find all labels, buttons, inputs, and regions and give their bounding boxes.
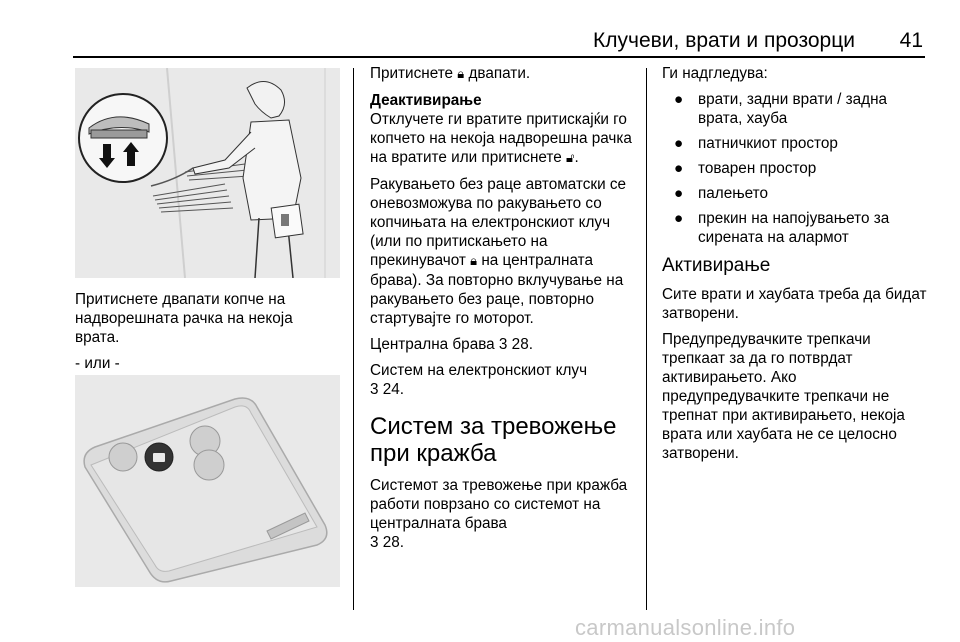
page-reference-arrow-icon: 3 bbox=[370, 381, 379, 398]
column-2 bbox=[370, 64, 636, 559]
lock-button-icon: 🔒︎ bbox=[470, 254, 478, 269]
paragraph-deactivate: Отклучете ги вратите притискајќи го копчето на некоја надворешна рачка на вратите или притиснете 🔓︎. bbox=[370, 111, 632, 166]
bullet-icon: ● bbox=[674, 160, 684, 177]
unlock-button-icon: 🔓︎ bbox=[566, 151, 575, 166]
page-number: 41 bbox=[899, 29, 923, 52]
reference-electronic-key[interactable]: Систем на електронскиот клуч 3 24. bbox=[370, 362, 588, 398]
paragraph-press-twice: Притиснете 🔒︎ двапати. bbox=[370, 65, 531, 82]
paragraph-hazard-flashers: Предупредувачките трепкачи трепкаат за да го потврдат активирањето. Ако предупредувачките трепкачи не трепнат при активирањето, некоја врата или хаубата не се целосно затворени. bbox=[662, 331, 905, 462]
monitored-list bbox=[662, 90, 928, 247]
list-item: ● патничкиот простор bbox=[674, 135, 838, 152]
list-item: ● прекин на напојувањето за сирената на алармот bbox=[674, 210, 890, 246]
chapter-title: Клучеви, врати и прозорци bbox=[593, 29, 855, 52]
section-title: Систем за тревожење при кражба bbox=[370, 413, 617, 467]
key-card-drawing bbox=[75, 375, 340, 587]
bullet-icon: ● bbox=[674, 135, 684, 152]
bullet-icon: ● bbox=[674, 185, 684, 202]
deactivate-heading: Деактивирање bbox=[370, 92, 482, 109]
list-item: ● палењето bbox=[674, 185, 768, 202]
column-divider bbox=[646, 68, 647, 610]
list-item: ● товарен простор bbox=[674, 160, 817, 177]
door-handle-illustration bbox=[75, 68, 340, 278]
column-1 bbox=[75, 290, 341, 380]
monitored-intro: Ги надгледува: bbox=[662, 65, 768, 82]
column-3 bbox=[662, 64, 928, 470]
lock-button-icon: 🔒︎ bbox=[457, 67, 465, 82]
bullet-icon: ● bbox=[674, 91, 684, 108]
paragraph-doors-closed: Сите врати и хаубата треба да бидат затворени. bbox=[662, 286, 927, 322]
or-separator: - или - bbox=[75, 355, 120, 372]
page-reference-arrow-icon: 3 bbox=[498, 336, 508, 353]
bullet-icon: ● bbox=[674, 210, 684, 227]
paragraph-handsfree: Ракувањето без раце автоматски се оневозможува по ракувањето со копчињата на електронскиот клуч (или по притискањето на прекинувачот 🔒︎ на централната брава). За повторно вклучување на ракувањето без раце, повторно стартувајте го моторот. bbox=[370, 176, 627, 327]
reference-central-lock[interactable]: Централна брава 3 28. bbox=[370, 336, 533, 353]
key-card-illustration bbox=[75, 375, 340, 587]
figure-caption: Притиснете двапати копче на надворешната рачка на некоја врата. bbox=[75, 291, 293, 346]
watermark: carmanualsonline.info bbox=[575, 615, 796, 640]
header-rule bbox=[73, 56, 925, 58]
door-handle-drawing bbox=[75, 68, 340, 278]
list-item: ● врати, задни врати / задна врата, хауба bbox=[674, 91, 888, 127]
page-reference-arrow-icon: 3 bbox=[370, 534, 379, 551]
column-divider bbox=[353, 68, 354, 610]
activate-heading: Активирање bbox=[662, 255, 771, 276]
page-header bbox=[73, 26, 925, 56]
paragraph-alarm-system: Системот за тревожење при кражба работи поврзано со системот на централната брава 3 28. bbox=[370, 477, 628, 551]
